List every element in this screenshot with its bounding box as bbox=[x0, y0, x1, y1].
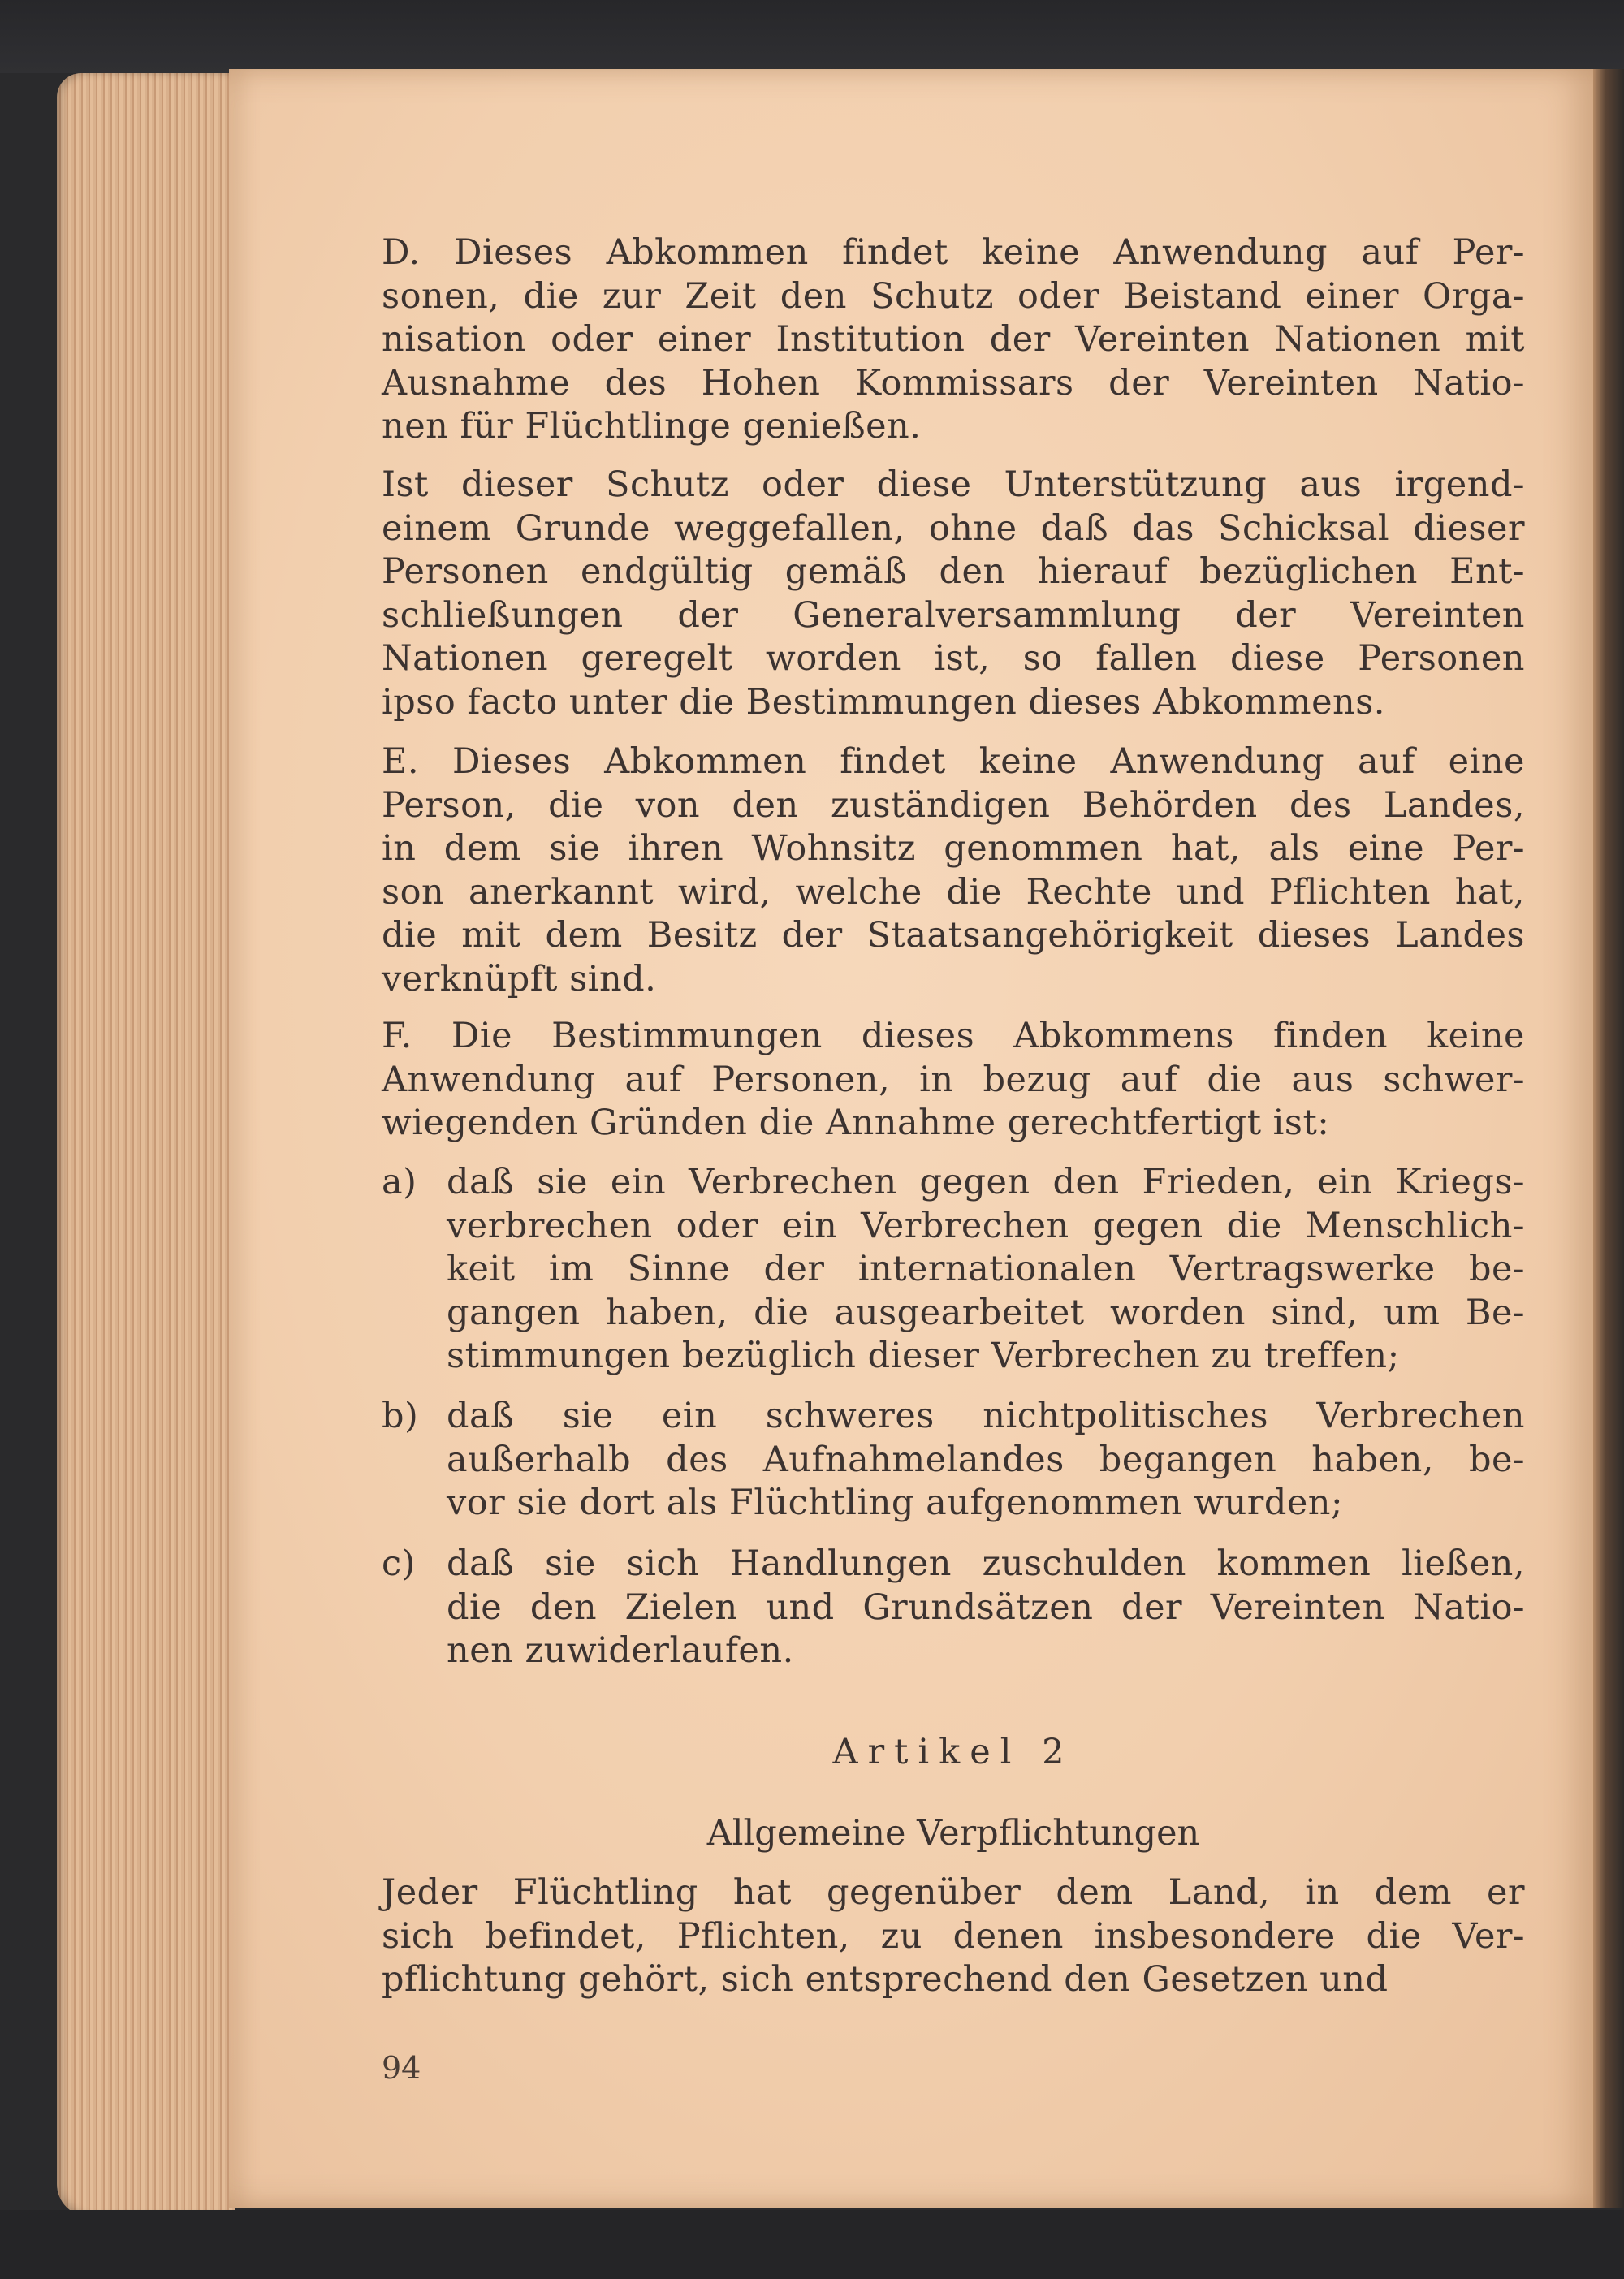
text-line: daß sie ein schweres nichtpolitisches Verbrechen bbox=[447, 1396, 1525, 1436]
background bbox=[0, 0, 1624, 73]
text-line: Nationen geregelt worden ist, so fallen diese Personen bbox=[382, 638, 1525, 679]
page-number: 94 bbox=[382, 2050, 421, 2086]
text-line: außerhalb des Aufnahmelandes begangen haben, be- bbox=[447, 1439, 1525, 1480]
text-line: verbrechen oder ein Verbrechen gegen die Menschlich- bbox=[447, 1205, 1525, 1246]
text-line: Personen endgültig gemäß den hierauf bezüglichen Ent- bbox=[382, 551, 1525, 592]
text-line: Ist dieser Schutz oder diese Unterstützung aus irgend- bbox=[382, 464, 1525, 505]
list-text bbox=[447, 1395, 1525, 1526]
text-line: die mit dem Besitz der Staatsangehörigkeit dieses Landes bbox=[382, 915, 1525, 956]
text-line: keit im Sinne der internationalen Vertragswerke be- bbox=[447, 1249, 1525, 1289]
paragraph-f bbox=[382, 1015, 1525, 1146]
page-edges bbox=[57, 73, 235, 2216]
paragraph-e bbox=[382, 740, 1525, 1001]
book-binding bbox=[1593, 69, 1624, 2208]
text-line: daß sie ein Verbrechen gegen den Frieden, ein Kriegs- bbox=[447, 1162, 1525, 1202]
text-line: stimmungen bezüglich dieser Verbrechen zu treffen; bbox=[447, 1336, 1400, 1376]
list-text bbox=[447, 1543, 1525, 1673]
paragraph-jeder bbox=[382, 1871, 1525, 2002]
article-heading: Artikel 2 bbox=[832, 1732, 1074, 1772]
background-bottom bbox=[0, 2210, 1624, 2279]
list-item-c bbox=[382, 1543, 1525, 1673]
list-item-a bbox=[382, 1161, 1525, 1379]
text-line: Person, die von den zuständigen Behörden des Landes, bbox=[382, 784, 1525, 826]
text-line: verknüpft sind. bbox=[382, 958, 657, 999]
text-line: die den Zielen und Grundsätzen der Vereinten Natio- bbox=[447, 1586, 1525, 1628]
list-label: b) bbox=[382, 1396, 419, 1436]
text-line: daß sie sich Handlungen zuschulden kommen ließen, bbox=[447, 1543, 1525, 1584]
text-line: einem Grunde weggefallen, ohne daß das Schicksal dieser bbox=[382, 507, 1525, 549]
text-line: schließungen der Generalversammlung der Vereinten bbox=[382, 594, 1525, 636]
list-text bbox=[447, 1161, 1525, 1379]
text-line: nen zuwiderlaufen. bbox=[447, 1630, 794, 1671]
text-line: gangen haben, die ausgearbeitet worden sind, um Be- bbox=[447, 1292, 1525, 1333]
paragraph-ist bbox=[382, 464, 1525, 724]
text-line: nen für Flüchtlinge genießen. bbox=[382, 406, 922, 447]
text-line: Ausnahme des Hohen Kommissars der Vereinten Natio- bbox=[382, 362, 1525, 404]
text-line: sonen, die zur Zeit den Schutz oder Beistand einer Orga- bbox=[382, 275, 1525, 317]
text-line: Jeder Flüchtling hat gegenüber dem Land, in dem er bbox=[382, 1872, 1525, 1913]
paragraph-d bbox=[382, 231, 1525, 449]
article-subtitle: Allgemeine Verpflichtungen bbox=[706, 1813, 1200, 1854]
text-line: ipso facto unter die Bestimmungen dieses Abkommens. bbox=[382, 681, 1385, 723]
text-line: D. Dieses Abkommen findet keine Anwendung auf Per- bbox=[382, 232, 1525, 273]
text-line: sich befindet, Pflichten, zu denen insbesondere die Ver- bbox=[382, 1915, 1525, 1957]
text-line: Anwendung auf Personen, in bezug auf die aus schwer- bbox=[382, 1059, 1525, 1100]
text-line: vor sie dort als Flüchtling aufgenommen wurden; bbox=[447, 1483, 1343, 1523]
text-line: wiegenden Gründen die Annahme gerechtfertigt ist: bbox=[382, 1103, 1330, 1143]
list-label: c) bbox=[382, 1543, 416, 1584]
text-line: nisation oder einer Institution der Vereinten Nationen mit bbox=[382, 319, 1525, 360]
text-line: pflichtung gehört, sich entsprechend den Gesetzen und bbox=[382, 1959, 1389, 2000]
list-item-b bbox=[382, 1395, 1525, 1526]
text-line: F. Die Bestimmungen dieses Abkommens finden keine bbox=[382, 1016, 1525, 1056]
text-line: son anerkannt wird, welche die Rechte und Pflichten hat, bbox=[382, 871, 1525, 913]
text-line: in dem sie ihren Wohnsitz genommen hat, als eine Per- bbox=[382, 828, 1525, 869]
text-line: E. Dieses Abkommen findet keine Anwendung auf eine bbox=[382, 741, 1525, 782]
list-label: a) bbox=[382, 1162, 417, 1202]
